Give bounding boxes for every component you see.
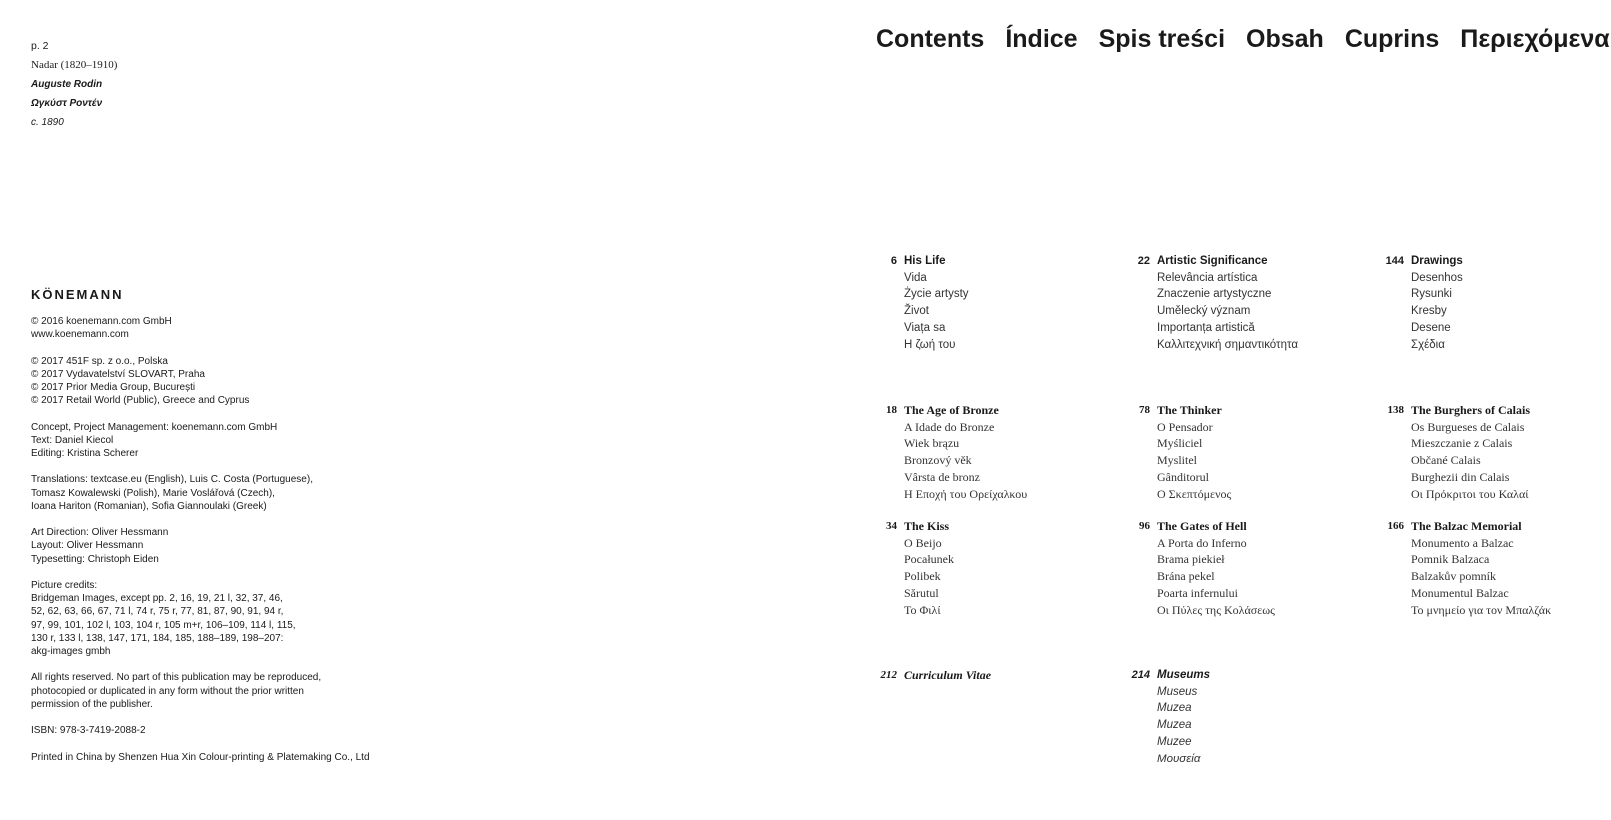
credit-line: 97, 99, 101, 102 l, 103, 104 r, 105 m+r, 106–109, 114 l, 115, [31, 619, 296, 631]
contents-title-polish: Spis treści [1098, 25, 1226, 53]
credit-line: Translations: textcase.eu (English), Luis C. Costa (Portuguese), [31, 474, 313, 486]
caption-page-ref: p. 2 [31, 40, 49, 52]
toc-translation: Život [904, 305, 929, 318]
toc-translation: Wiek brązu [904, 436, 960, 451]
toc-title: The Kiss [904, 519, 950, 533]
credit-line: Art Direction: Oliver Hessmann [31, 527, 169, 539]
toc-title: The Thinker [1157, 403, 1222, 417]
credits-block-editions [31, 355, 391, 408]
credit-line: Tomasz Kowalewski (Polish), Marie Voslářová (Czech), [31, 487, 275, 499]
toc-title: Curriculum Vitae [904, 668, 992, 682]
toc-title: The Gates of Hell [1157, 519, 1247, 533]
credit-line: Editing: Kristina Scherer [31, 448, 139, 459]
toc-translation: O Beijo [904, 535, 942, 550]
toc-translation: Οι Πρόκριτοι του Καλαί [1411, 486, 1529, 501]
credits-block-isbn [31, 724, 391, 737]
toc-page-number: 18 [886, 404, 897, 416]
credit-line: photocopied or duplicated in any form without the prior written [31, 685, 304, 697]
photo-caption [31, 37, 117, 132]
credits-block-pictures [31, 579, 391, 658]
toc-translation: Myśliciel [1157, 436, 1203, 451]
credit-line: © 2017 Prior Media Group, București [31, 382, 196, 393]
toc-translation: Brama piekieł [1157, 552, 1225, 567]
toc-translation: Desene [1411, 321, 1451, 334]
toc-translation: Os Burgueses de Calais [1411, 419, 1525, 434]
toc-translation: Muzee [1157, 735, 1192, 748]
caption-photographer: Nadar (1820–1910) [31, 59, 118, 71]
credit-line: All rights reserved. No part of this publication may be reproduced, [31, 672, 322, 684]
toc-translation: Καλλιτεχνική σημαντικότητα [1157, 338, 1299, 351]
toc-translation: Myslitel [1157, 453, 1198, 468]
contents-heading [876, 25, 1610, 54]
toc-translation: Monumentul Balzac [1411, 585, 1509, 600]
toc-entry-balzac-memorial[interactable] [1387, 518, 1552, 618]
credits-block-translations [31, 473, 391, 513]
toc-translation: Rysunki [1411, 288, 1452, 301]
toc-translation: Η Εποχή του Ορείχαλκου [904, 486, 1028, 501]
toc-translation: Burghezii din Calais [1411, 469, 1510, 484]
toc-translation: Το μνημείο για τον Μπαλζάκ [1411, 602, 1552, 617]
toc-translation: Pocałunek [904, 552, 954, 567]
toc-page-number: 34 [886, 520, 897, 532]
credit-line: Text: Daniel Kiecol [31, 434, 114, 446]
toc-page-number: 138 [1387, 404, 1404, 416]
toc-translation: Gânditorul [1157, 469, 1209, 484]
toc-translation: Ο Σκεπτόμενος [1157, 486, 1232, 501]
credits-block-copyright [31, 315, 391, 341]
toc-translation: Brána pekel [1157, 569, 1215, 584]
credit-line: Concept, Project Management: koenemann.com GmbH [31, 421, 278, 433]
toc-translation: Poarta infernului [1157, 585, 1238, 600]
credit-line: ISBN: 978-3-7419-2088-2 [31, 725, 146, 737]
toc-page-number: 214 [1131, 669, 1150, 681]
caption-date: c. 1890 [31, 117, 64, 128]
toc-entry-curriculum-vitae[interactable] [880, 667, 992, 684]
toc-page-number: 78 [1139, 404, 1150, 416]
toc-translation: Balzakův pomník [1411, 569, 1496, 584]
toc-title: Artistic Significance [1157, 255, 1268, 267]
credit-line: permission of the publisher. [31, 698, 153, 710]
toc-translation: Občané Calais [1411, 453, 1481, 468]
credit-line: © 2017 Retail World (Public), Greece and Cyprus [31, 395, 250, 407]
toc-entry-gates-of-hell[interactable] [1139, 518, 1275, 618]
toc-translation: A Porta do Inferno [1157, 535, 1247, 550]
toc-page-number: 212 [880, 669, 897, 681]
publisher-logo: KÖNEMANN [31, 287, 124, 302]
credit-line: akg-images gmbh [31, 646, 111, 657]
toc-translation: Desenhos [1411, 271, 1463, 284]
toc-translation: Sărutul [904, 585, 939, 600]
toc-title: The Burghers of Calais [1411, 403, 1531, 417]
toc-translation: Museus [1157, 685, 1198, 698]
toc-translation: Οι Πύλες της Κολάσεως [1157, 602, 1275, 617]
credits-block-rights [31, 671, 391, 711]
toc-translation: Polibek [904, 569, 941, 584]
credit-line: Printed in China by Shenzen Hua Xin Colour-printing & Platemaking Co., Ltd [31, 751, 370, 763]
toc-translation: Mieszczanie z Calais [1411, 436, 1513, 451]
toc-translation: Muzea [1157, 702, 1192, 715]
toc-page-number: 166 [1387, 520, 1404, 532]
toc-translation: Kresby [1411, 305, 1447, 318]
toc-entry-his-life[interactable] [890, 253, 969, 353]
toc-title: The Balzac Memorial [1411, 519, 1522, 533]
toc-title: Museums [1157, 669, 1211, 681]
credits-block-concept [31, 421, 391, 461]
credit-line: © 2016 koenemann.com GmbH [31, 316, 172, 327]
toc-translation: Życie artysty [904, 288, 969, 301]
contents-title-greek: Περιεχόμενα [1460, 25, 1610, 53]
toc-translation: Monumento a Balzac [1411, 535, 1514, 550]
toc-translation: Το Φιλί [904, 602, 941, 617]
toc-entry-museums[interactable] [1131, 667, 1211, 767]
toc-page-number: 22 [1137, 255, 1150, 267]
credit-line: Ioana Hariton (Romanian), Sofia Giannoulaki (Greek) [31, 500, 267, 512]
toc-translation: Importanța artistică [1157, 321, 1255, 334]
toc-translation: Μουσεία [1157, 752, 1201, 765]
toc-translation: Viața sa [904, 321, 946, 334]
credit-line: Layout: Oliver Hessmann [31, 540, 144, 552]
contents-title-romanian: Cuprins [1344, 25, 1440, 53]
contents-title-english: Contents [876, 25, 985, 53]
credits-block-printer [31, 751, 391, 764]
credit-line: © 2017 Vydavatelství SLOVART, Praha [31, 368, 205, 380]
contents-title-portuguese: Índice [1005, 25, 1078, 53]
contents-title-czech: Obsah [1246, 25, 1324, 53]
credit-line: 130 r, 133 l, 138, 147, 171, 184, 185, 188–189, 198–207: [31, 632, 284, 644]
toc-translation: A Idade do Bronze [904, 419, 995, 434]
toc-entry-burghers-of-calais[interactable] [1387, 402, 1531, 502]
credit-line: © 2017 451F sp. z o.o., Polska [31, 355, 168, 367]
credits-block-design [31, 526, 391, 566]
toc-page-number: 144 [1385, 255, 1404, 267]
imprint-credits [31, 315, 391, 777]
toc-page-number: 6 [890, 255, 897, 267]
toc-entry-drawings[interactable] [1385, 253, 1463, 353]
toc-page-number: 96 [1139, 520, 1150, 532]
toc-translation: Σχέδια [1411, 338, 1445, 351]
caption-subject-latin: Auguste Rodin [31, 79, 103, 90]
toc-entry-age-of-bronze[interactable] [886, 402, 1028, 502]
toc-title: The Age of Bronze [904, 403, 999, 417]
credit-line: Picture credits: [31, 579, 98, 591]
credit-line: www.koenemann.com [31, 329, 129, 341]
toc-entry-thinker[interactable] [1139, 402, 1232, 502]
toc-translation: Η ζωή του [904, 338, 956, 351]
caption-subject-greek: Ωγκύστ Ροντέν [31, 98, 103, 109]
credit-line: Typesetting: Christoph Eiden [31, 553, 159, 565]
toc-translation: Umělecký význam [1157, 305, 1251, 318]
toc-translation: Bronzový věk [904, 453, 972, 468]
toc-translation: Vida [904, 271, 927, 284]
toc-translation: Vârsta de bronz [904, 469, 980, 484]
toc-translation: O Pensador [1157, 419, 1213, 434]
credit-line: Bridgeman Images, except pp. 2, 16, 19, 21 l, 32, 37, 46, [31, 593, 283, 605]
toc-title: His Life [904, 255, 946, 267]
toc-translation: Pomnik Balzaca [1411, 552, 1490, 567]
credit-line: 52, 62, 63, 66, 67, 71 l, 74 r, 75 r, 77, 81, 87, 90, 91, 94 r, [31, 606, 284, 618]
toc-title: Drawings [1411, 255, 1463, 267]
toc-entry-artistic-significance[interactable] [1137, 253, 1299, 353]
toc-translation: Znaczenie artystyczne [1157, 288, 1272, 301]
toc-translation: Muzea [1157, 719, 1192, 732]
toc-entry-kiss[interactable] [886, 518, 954, 618]
toc-translation: Relevância artística [1157, 271, 1258, 284]
